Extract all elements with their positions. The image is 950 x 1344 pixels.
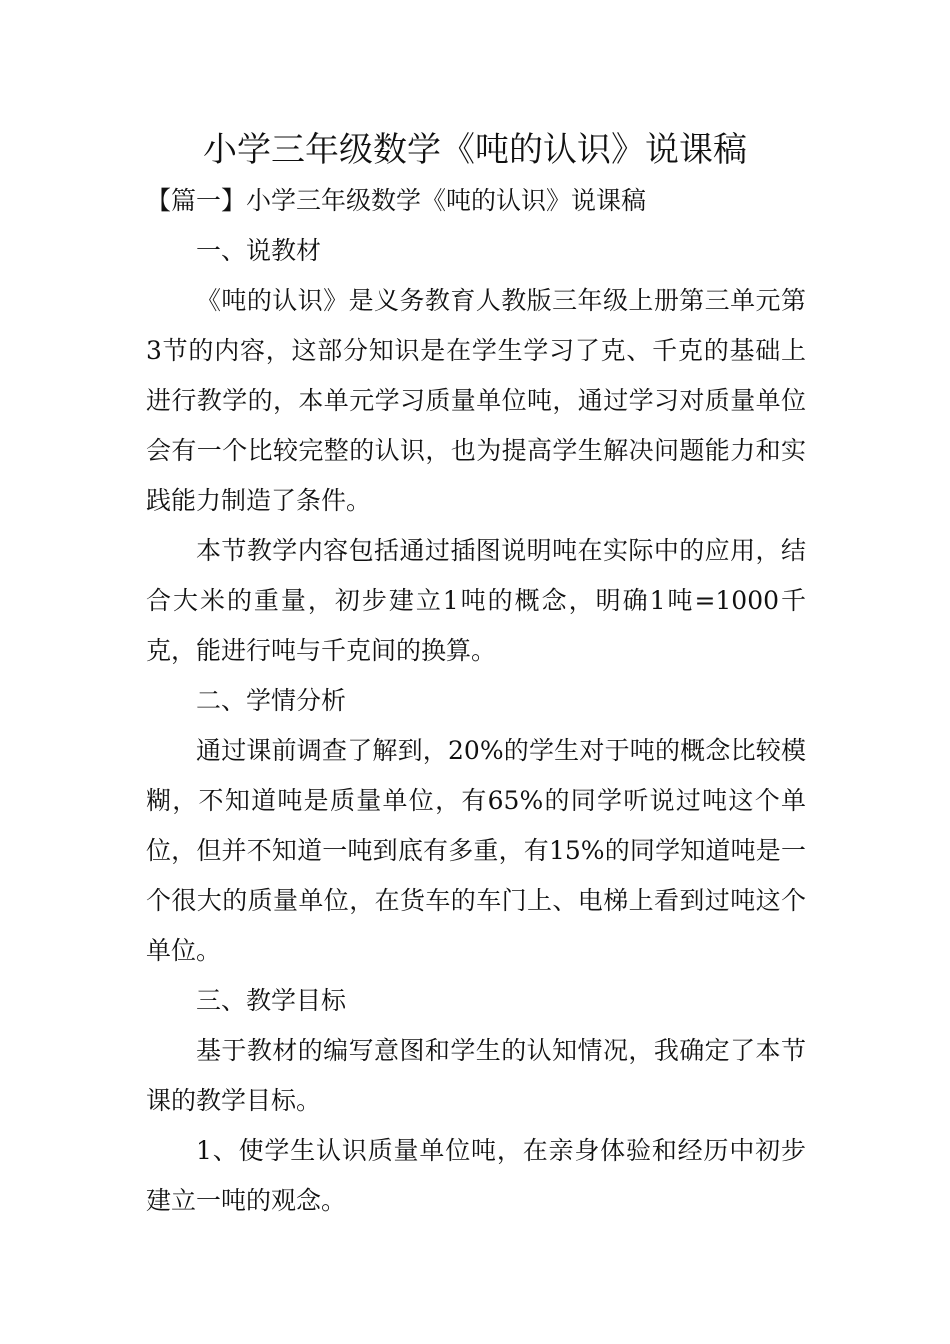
document-body <box>146 176 806 1226</box>
section-heading-student-analysis: 二、学情分析 <box>196 686 347 715</box>
paragraph: 基于教材的编写意图和学生的认知情况，我确定了本节课的教学目标。 <box>146 1036 806 1115</box>
section-heading-teaching-goals: 三、教学目标 <box>196 986 347 1015</box>
paragraph: 本节教学内容包括通过插图说明吨在实际中的应用，结合大米的重量，初步建立1吨的概念，明确1吨=1000千克，能进行吨与千克间的换算。 <box>146 536 806 665</box>
paragraph: 《吨的认识》是义务教育人教版三年级上册第三单元第3节的内容，这部分知识是在学生学习了克、千克的基础上进行教学的，本单元学习质量单位吨，通过学习对质量单位会有一个比较完整的认识，也为提高学生解决问题能力和实践能力制造了条件。 <box>146 286 806 515</box>
document-subtitle: 【篇一】小学三年级数学《吨的认识》说课稿 <box>146 186 647 215</box>
section-heading-teaching-material: 一、说教材 <box>196 236 322 265</box>
paragraph: 通过课前调查了解到，20%的学生对于吨的概念比较模糊，不知道吨是质量单位，有65%的同学听说过吨这个单位，但并不知道一吨到底有多重，有15%的同学知道吨是一个很大的质量单位，在货车的车门上、电梯上看到过吨这个单位。 <box>146 736 806 965</box>
document-title: 小学三年级数学《吨的认识》说课稿 <box>203 130 747 170</box>
paragraph: 1、使学生认识质量单位吨，在亲身体验和经历中初步建立一吨的观念。 <box>146 1136 806 1215</box>
